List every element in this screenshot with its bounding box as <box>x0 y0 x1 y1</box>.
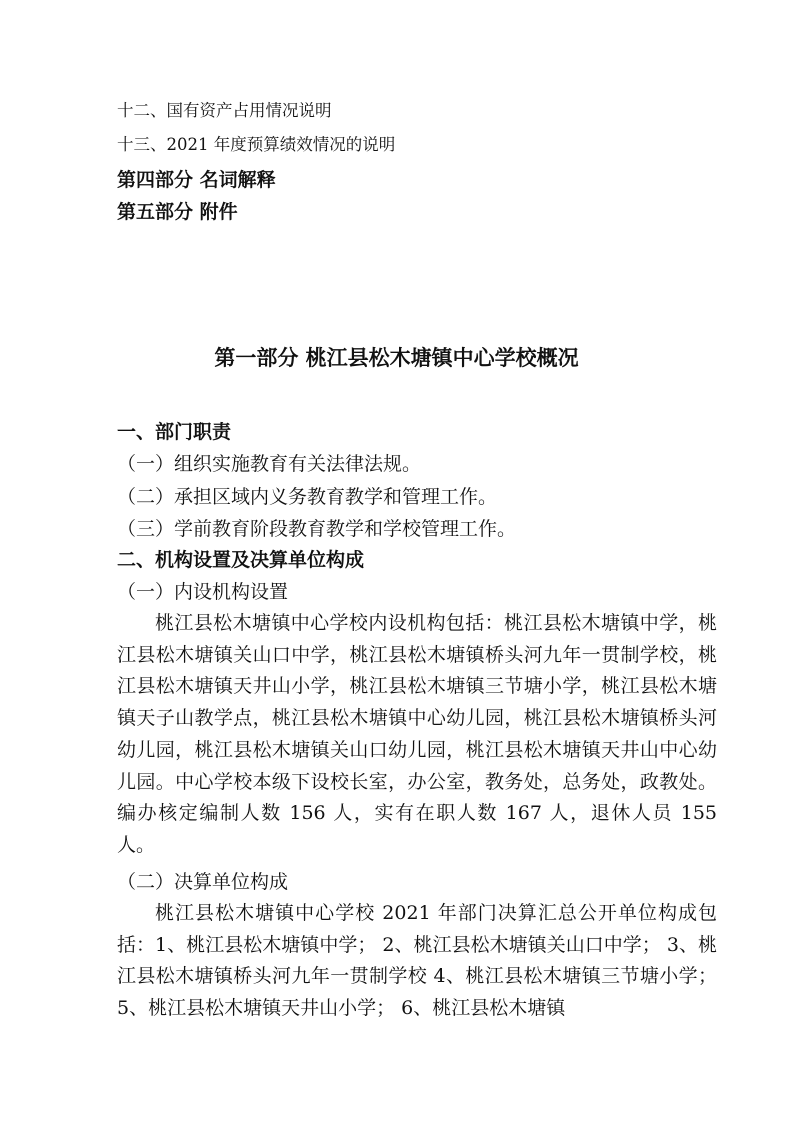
toc-item-12: 十二、国有资产占用情况说明 <box>117 101 332 120</box>
section-1-heading: 一、部门职责 <box>117 421 232 443</box>
section-2-heading: 二、机构设置及决算单位构成 <box>117 549 365 571</box>
duty-item-3: （三）学前教育阶段教育教学和学校管理工作。 <box>117 518 517 540</box>
duty-item-2: （二）承担区域内义务教育教学和管理工作。 <box>117 486 498 508</box>
duty-item-1: （一）组织实施教育有关法律法规。 <box>117 453 422 475</box>
paragraph-reporting-units: 桃江县松木塘镇中心学校 2021 年部门决算汇总公开单位构成包括：1、桃江县松木塘镇中学； 2、桃江县松木塘镇关山口中学； 3、桃江县松木塘镇桥头河九年一贯制学校 4、桃江县松木塘镇三节塘小学； 5、桃江县松木塘镇天井山小学； 6、桃江县松木塘镇 <box>117 902 717 1020</box>
page-title: 第一部分 桃江县松木塘镇中心学校概况 <box>214 346 579 370</box>
subsection-heading: （一）内设机构设置 <box>117 581 289 603</box>
toc-item-13: 十三、2021 年度预算绩效情况的说明 <box>117 135 396 154</box>
subsection-heading: （二）决算单位构成 <box>117 871 289 893</box>
toc-part-5: 第五部分 附件 <box>117 201 238 223</box>
paragraph-internal-institutions: 桃江县松木塘镇中心学校内设机构包括：桃江县松木塘镇中学，桃江县松木塘镇关山口中学，桃江县松木塘镇桥头河九年一贯制学校，桃江县松木塘镇天井山小学，桃江县松木塘镇三节塘小学，桃江县松木塘镇天子山教学点，桃江县松木塘镇中心幼儿园，桃江县松木塘镇桥头河幼儿园，桃江县松木塘镇关山口幼儿园，桃江县松木塘镇天井山中心幼儿园。中心学校本级下设校长室，办公室，教务处，总务处，政教处。编办核定编制人数 156 人，实有在职人数 167 人，退休人员 155 人。 <box>117 612 717 856</box>
toc-part-4: 第四部分 名词解释 <box>117 169 276 191</box>
